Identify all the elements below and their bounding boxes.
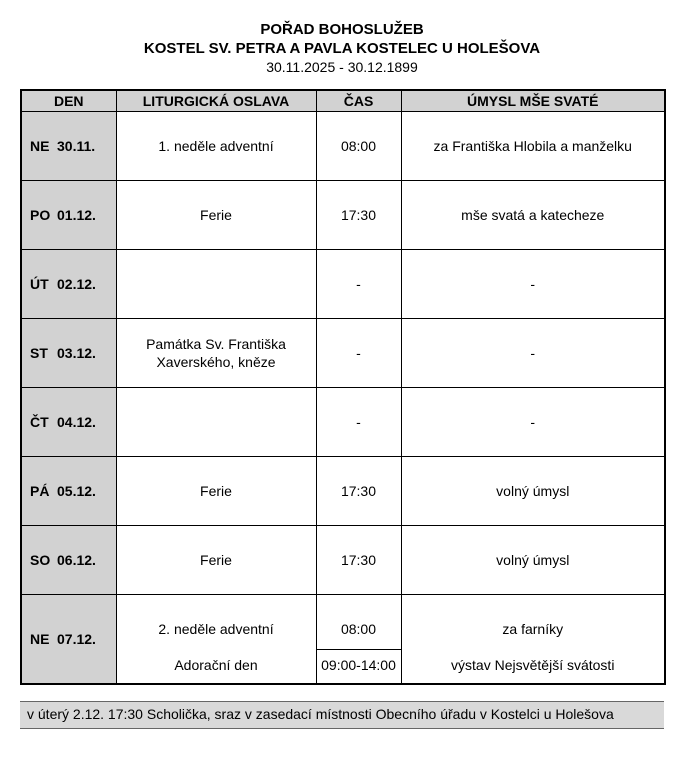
day-cell [21,318,116,387]
intention-cell [401,594,665,684]
day-cell [21,387,116,456]
table-row [21,111,665,180]
celebration-text: Adorační den [174,656,258,673]
celebration-cell [116,594,316,684]
celebration-text: 2. neděle adventní [158,620,274,637]
celebration-text: Památka Sv. Františka Xaverského, kněze [146,335,286,370]
day-cell [21,456,116,525]
table-header [21,90,665,111]
intention-cell [401,180,665,249]
time-text: - [356,275,361,292]
intention-text: volný úmysl [496,551,570,568]
intention-cell [401,456,665,525]
intention-text: - [530,413,536,430]
day-abbr: PO [30,206,51,223]
intention-cell [401,525,665,594]
time-text: 17:30 [340,482,377,499]
celebration-cell [116,456,316,525]
celebration-cell [116,318,316,387]
column-header-den: DEN [21,90,116,111]
celebration-text: Ferie [200,551,232,568]
schedule-table [20,89,666,685]
time-text: 17:30 [340,551,377,568]
column-header-liturgicka-oslava: LITURGICKÁ OSLAVA [116,90,316,111]
table-row [21,456,665,525]
day-abbr: NE [30,630,50,647]
day-date: 07.12. [57,630,96,647]
day-cell [21,249,116,318]
celebration-text: 1. neděle adventní [158,137,274,154]
table-row [21,180,665,249]
date-range: 30.11.2025 - 30.12.1899 [266,59,418,75]
time-cell [316,111,401,180]
footer-note: v úterý 2.12. 17:30 Scholička, sraz v zasedací místnosti Obecního úřadu v Kostelci u Holešova [20,701,664,729]
day-cell [21,180,116,249]
intention-text: - [530,344,536,361]
day-cell [21,525,116,594]
day-date: 30.11. [57,137,96,154]
day-cell [21,111,116,180]
time-cell [316,594,401,684]
celebration-cell [116,387,316,456]
intention-text: volný úmysl [496,482,570,499]
day-date: 02.12. [57,275,96,292]
intention-text: za farníky [502,620,564,637]
time-text: - [356,413,361,430]
church-name: KOSTEL SV. PETRA A PAVLA KOSTELEC U HOLEŠOVA [143,40,541,57]
day-abbr: ST [30,344,48,361]
table-row [21,525,665,594]
day-abbr: SO [30,551,51,568]
day-abbr: PÁ [30,482,50,499]
time-cell [316,525,401,594]
table-row [21,318,665,387]
time-cell [316,387,401,456]
time-cell [316,318,401,387]
intention-text: za Františka Hlobila a manželku [433,137,632,154]
day-date: 03.12. [57,344,96,361]
intention-cell [401,249,665,318]
day-date: 01.12. [57,206,96,223]
header-row [21,90,665,111]
intention-text: výstav Nejsvětější svátosti [451,656,615,673]
day-date: 05.12. [57,482,96,499]
time-cell [316,249,401,318]
celebration-cell [116,525,316,594]
table-row [21,249,665,318]
column-header-cas: ČAS [316,90,401,111]
day-date: 04.12. [57,413,96,430]
intention-cell [401,318,665,387]
celebration-text: Ferie [200,482,232,499]
intention-text: mše svatá a katecheze [461,206,605,223]
time-cell [316,180,401,249]
time-cell [316,456,401,525]
celebration-cell [116,180,316,249]
column-header-umysl: ÚMYSL MŠE SVATÉ [401,90,665,111]
intention-cell [401,387,665,456]
table-body [21,111,665,684]
time-text: 08:00 [340,620,377,637]
time-text: 09:00-14:00 [317,649,401,682]
celebration-text: Ferie [200,206,232,223]
time-text: - [356,344,361,361]
day-abbr: ČT [30,413,49,430]
celebration-cell [116,111,316,180]
day-date: 06.12. [57,551,96,568]
intention-text: - [530,275,536,292]
intention-cell [401,111,665,180]
day-cell [21,594,116,684]
day-abbr: NE [30,137,50,154]
celebration-cell [116,249,316,318]
document-header [20,20,664,77]
page-title: POŘAD BOHOSLUŽEB [260,21,424,38]
table-row [21,387,665,456]
time-text: 17:30 [340,206,377,223]
day-abbr: ÚT [30,275,49,292]
time-text: 08:00 [340,137,377,154]
table-row [21,594,665,684]
